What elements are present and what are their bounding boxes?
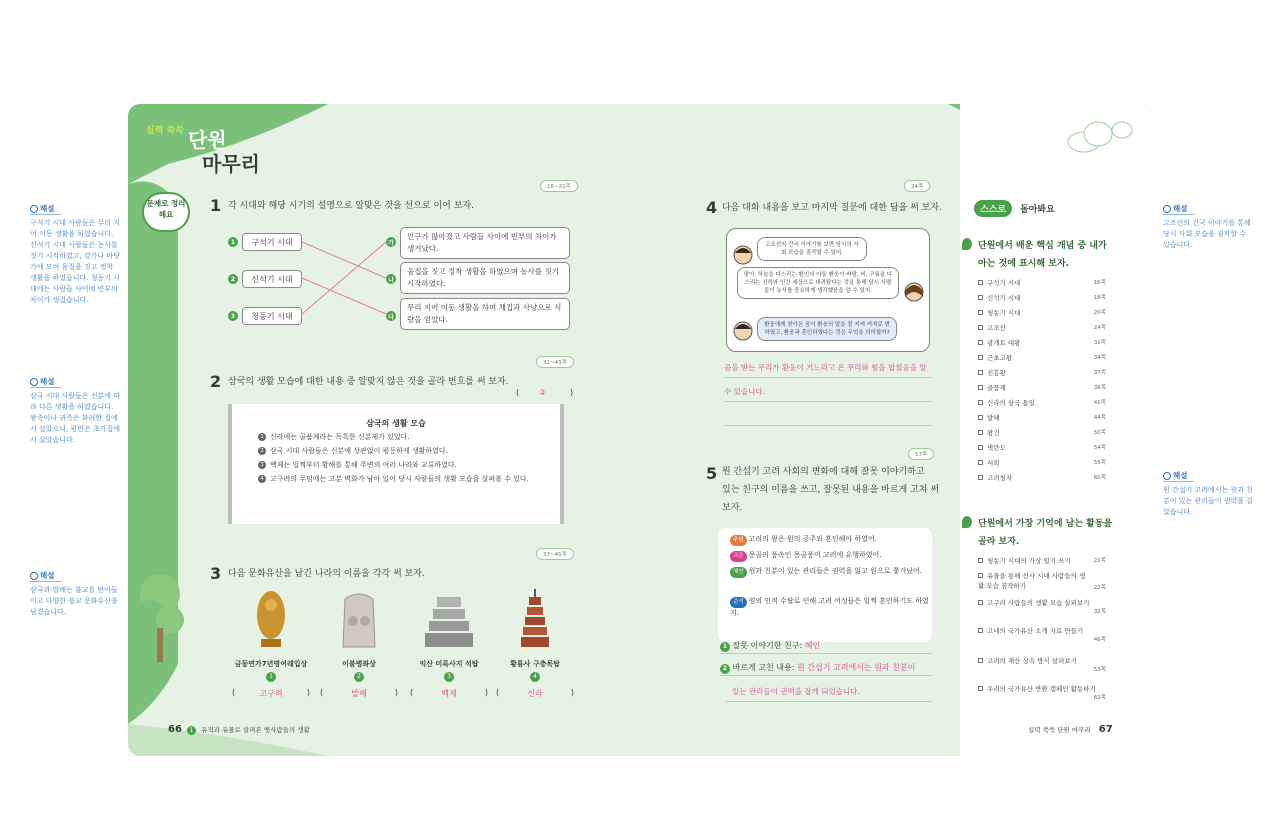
side-note-1: 해설 구석기 시대 사람들은 무리 지어 이동 생활을 하였습니다. 신석기 시대 사람들은 농사를 짓기 시작하였고, 강가나 바닷가에 모여 움집을 짓고 정착 생활을 하였습니다. 청동기 시대에는 사람들 사이에 빈부의 차이가 생겼습니다.: [30, 204, 121, 304]
era-box: 신석기 시대: [242, 270, 302, 288]
activity-item[interactable]: 고대의 국가유산 소개 자료 만들기 46쪽: [978, 626, 1106, 643]
heritage-item: 이불병좌상 2 ( 발해 ): [314, 589, 404, 699]
magnifier-icon: [30, 378, 38, 386]
q4-chat-box: [726, 228, 930, 352]
q3-page-badge: 33~45쪽: [536, 548, 574, 560]
checkbox-icon: [978, 340, 983, 345]
concept-item[interactable]: 서희 55쪽: [978, 458, 1106, 467]
q5-page-badge: 57쪽: [908, 448, 934, 460]
q2-answer: ②: [539, 388, 547, 397]
q1-text: 각 시대와 해당 시기의 설명으로 알맞은 것을 선으로 이어 보자.: [228, 201, 474, 211]
q4-text: 다음 대화 내용을 보고 마지막 질문에 대한 답을 써 보자.: [722, 203, 942, 213]
leaf-icon: [962, 238, 972, 250]
footer-left: 66 1 유적과 유물로 살펴본 옛사람들의 생활: [168, 724, 310, 735]
book-spread: [128, 104, 1152, 756]
heritage-item: 황룡사 구층목탑 4 ( 신라 ): [490, 589, 580, 699]
chat-bubble: 환웅에게 찾아온 곰이 환웅의 말을 잘 지켜 여자로 변하였고, 환웅과 혼인하였다는 것은 무엇을 의미할까?: [757, 317, 897, 341]
side-note-4: 해설 고조선의 건국 이야기를 통해 당시 사회 모습을 짐작할 수 있습니다.: [1163, 203, 1255, 251]
side-note-2: 해설 삼국 시대 사람들은 신분에 따라 다른 생활을 하였습니다. 왕족이나 귀족은 화려한 집에서 살았으나, 평민은 초가집에서 살았습니다.: [30, 377, 121, 444]
statement-row: 혜인 원과 친분이 있는 관리들은 권력을 잃고 원으로 쫓겨났어.: [730, 566, 930, 578]
concept-item[interactable]: 신석기 시대 18쪽: [978, 293, 1106, 302]
scroll-item: 1 신라에는 골품제라는 독특한 신분제가 있었다.: [258, 432, 538, 443]
checkbox-icon: [978, 600, 983, 605]
q4-page-badge: 24쪽: [904, 180, 930, 192]
checkbox-icon: [978, 385, 983, 390]
era-number: 2: [228, 274, 238, 284]
concept-item[interactable]: 왕건 50쪽: [978, 428, 1106, 437]
q2-text: 삼국의 생활 모습에 대한 내용 중 알맞지 않은 것을 골라 번호를 써 보자.: [228, 377, 509, 387]
desc-letter: 나: [386, 274, 396, 284]
activity-item[interactable]: 유물을 통해 선사 시대 사람들의 생활 모습 짐작하기 22쪽: [978, 572, 1106, 591]
concept-item[interactable]: 고려청자 60쪽: [978, 473, 1106, 482]
q2-number: 2: [210, 372, 222, 391]
q4-answer-line-2: 수 있습니다.: [724, 386, 932, 402]
activity-item[interactable]: 우리의 국가유산 반환 캠페인 활동하기 62쪽: [978, 684, 1106, 701]
student-avatar-icon: [903, 281, 925, 303]
checkbox-icon: [978, 445, 983, 450]
logo-big-1: 단원: [188, 128, 227, 152]
scroll-item: 4 고구려의 무덤에는 고분 벽화가 남아 있어 당시 사람들의 생활 모습을 살펴볼 수 있다.: [258, 474, 538, 485]
q1-page-badge: 16~21쪽: [540, 180, 578, 192]
desc-letter: 다: [386, 311, 396, 321]
concept-item[interactable]: 골품제 38쪽: [978, 383, 1106, 392]
q5-card: [718, 528, 932, 642]
q2-scroll-box: [228, 404, 564, 524]
era-box: 구석기 시대: [242, 233, 302, 251]
q4-answer-line-3: [724, 410, 932, 426]
chat-bubble: 맞아. 하늘을 다스리는 환인의 아들 환웅이 바람, 비, 구름을 다스리는 신하와 인간 세상으로 내려왔다는 것을 통해 당시 사람들이 농사를 중요하게 생각했음을 알 수 있지.: [737, 267, 899, 299]
tab-summary: 문제로 정리해요: [142, 192, 190, 232]
checkbox-icon: [978, 430, 983, 435]
magnifier-icon: [1163, 472, 1171, 480]
q1-number: 1: [210, 196, 222, 215]
side-note-text: 고조선의 건국 이야기를 통해 당시 사회 모습을 짐작할 수 있습니다.: [1163, 219, 1251, 249]
statement-row: 주원 고려의 왕은 원의 공주와 혼인해야 하였어.: [730, 534, 930, 546]
checkbox-icon: [978, 558, 983, 563]
matching-lines: [302, 224, 392, 324]
concept-item[interactable]: 진흥왕 37쪽: [978, 368, 1106, 377]
side-note-text: 원 간섭기 고려에서는 원과 친분이 있는 관리들이 권력을 잡았습니다.: [1163, 486, 1254, 516]
q5-answer-1: 1 잘못 이야기한 친구: 혜인: [720, 640, 932, 654]
self-heading-2-l1: 단원에서 가장 기억에 남는 활동을: [978, 519, 1113, 529]
q4-number: 4: [706, 198, 718, 217]
activity-item[interactable]: 고려의 재산 상속 방식 살펴보기 53쪽: [978, 656, 1106, 673]
statement-row: 준석 원의 인적 수탈로 인해 고려 여성들은 일찍 혼인하기도 하였지.: [730, 597, 929, 617]
self-title: 돌아봐요: [1020, 205, 1055, 215]
student-avatar-icon: [733, 245, 753, 265]
side-note-text: 삼국과 발해는 불교를 받아들이고 다양한 불교 문화유산을 남겼습니다.: [30, 586, 118, 616]
checkbox-icon: [978, 686, 983, 691]
checkbox-icon: [978, 475, 983, 480]
concept-item[interactable]: 광개토 대왕 31쪽: [978, 338, 1106, 347]
logo-big-2: 마무리: [202, 152, 260, 176]
cloud-icon: [1064, 116, 1144, 156]
logo-small: 실력 쑥쑥: [146, 126, 184, 136]
concept-item[interactable]: 고조선 24쪽: [978, 323, 1106, 332]
q2-answer-paren-right: ): [570, 388, 574, 397]
magnifier-icon: [30, 572, 38, 580]
concept-item[interactable]: 구석기 시대 16쪽: [978, 278, 1106, 287]
checkbox-icon: [978, 415, 983, 420]
checkbox-icon: [978, 280, 983, 285]
q5-text-l1: 원 간섭기 고려 사회의 변화에 대해 잘못 이야기하고: [722, 467, 925, 477]
scroll-title: 삼국의 생활 모습: [366, 419, 426, 428]
heritage-item: 금동연가7년명여래입상 1 ( 고구려 ): [226, 589, 316, 699]
checkbox-icon: [978, 460, 983, 465]
checkbox-icon: [978, 370, 983, 375]
self-heading-2-l2: 골라 보자.: [978, 537, 1020, 547]
concept-item[interactable]: 근초고왕 34쪽: [978, 353, 1106, 362]
desc-letter: 가: [386, 237, 396, 247]
self-heading-1-l1: 단원에서 배운 핵심 개념 중 내가: [978, 241, 1107, 251]
checkbox-icon: [978, 295, 983, 300]
scroll-item: 2 삼국 시대 사람들은 신분에 상관없이 평등하게 생활하였다.: [258, 446, 538, 457]
concept-item[interactable]: 벽란도 54쪽: [978, 443, 1106, 452]
era-box: 청동기 시대: [242, 307, 302, 325]
activity-item[interactable]: 청동기 시대의 가상 일기 쓰기 21쪽: [978, 556, 1106, 565]
side-note-5: 해설 원 간섭기 고려에서는 원과 친분이 있는 관리들이 권력을 잡았습니다.: [1163, 471, 1254, 516]
magnifier-icon: [30, 205, 38, 213]
magnifier-icon: [1163, 205, 1171, 213]
concept-item[interactable]: 발해 44쪽: [978, 413, 1106, 422]
footer-right: 실력 쑥쑥 단원 마무리 67: [1028, 724, 1113, 735]
stele-statue-icon: [337, 589, 381, 649]
concept-item[interactable]: 청동기 시대 20쪽: [978, 308, 1106, 317]
side-note-text: 구석기 시대 사람들은 무리 지어 이동 생활을 하였습니다. 신석기 시대 사람들은 농사를 짓기 시작하였고, 강가나 바닷가에 모여 움집을 짓고 정착 생활을 하였습니다. 청동기 시대에는 사람들 사이에 빈부의 차이가 생겼습니다.: [30, 219, 121, 304]
q5-number: 5: [706, 464, 718, 483]
stone-pagoda-icon: [417, 589, 481, 649]
q5-answer-2-cont: 있는 관리들이 권력을 잡게 되었습니다.: [726, 686, 932, 702]
leaf-icon: [962, 516, 972, 528]
checkbox-icon: [978, 573, 983, 578]
desc-box: 무리 지어 이동 생활을 하며 채집과 사냥으로 식량을 얻었다.: [400, 298, 570, 330]
desc-box: 움집을 짓고 정착 생활을 하였으며 농사를 짓기 시작하였다.: [400, 262, 570, 294]
concept-item[interactable]: 신라의 삼국 통일 41쪽: [978, 398, 1106, 407]
scroll-item: 3 백제는 일찍부터 황해를 통해 주변의 여러 나라와 교류하였다.: [258, 460, 538, 471]
activity-item[interactable]: 고구려 사람들의 생활 모습 살펴보기 32쪽: [978, 598, 1106, 615]
statement-row: 교은 몽골의 풍속인 몽골풍이 고려에 유행하였어.: [730, 550, 930, 562]
checkbox-icon: [978, 400, 983, 405]
q5-text-l3: 보자.: [722, 503, 743, 513]
era-number: 1: [228, 237, 238, 247]
q3-text: 다음 문화유산을 남긴 나라의 이름을 각각 써 보자.: [228, 569, 425, 579]
heritage-item: 익산 미륵사지 석탑 3 ( 백제 ): [404, 589, 494, 699]
self-badge: 스스로: [974, 200, 1012, 217]
student-avatar-icon: [733, 321, 753, 341]
buddha-statue-icon: [249, 589, 293, 649]
q4-answer-line-1: 곰을 받는 무리가 환웅이 거느리고 온 무리와 힘을 합쳤음을 알: [724, 362, 932, 378]
checkbox-icon: [978, 325, 983, 330]
q2-page-badge: 32~43쪽: [536, 356, 574, 368]
tree-icon: [132, 564, 188, 664]
era-number: 3: [228, 311, 238, 321]
q3-number: 3: [210, 564, 222, 583]
side-note-3: 해설 삼국과 발해는 불교를 받아들이고 다양한 불교 문화유산을 남겼습니다.: [30, 570, 122, 618]
side-note-text: 삼국 시대 사람들은 신분에 따라 다른 생활을 하였습니다. 왕족이나 귀족은 화려한 집에서 살았으나, 평민은 초가집에서 살았습니다.: [30, 392, 121, 444]
q5-text-l2: 있는 친구의 이름을 쓰고, 잘못된 내용을 바르게 고쳐 써: [722, 485, 940, 495]
checkbox-icon: [978, 355, 983, 360]
chat-bubble: 고조선의 건국 이야기를 보면 당시의 사회 모습을 짐작할 수 있어.: [757, 237, 867, 261]
q2-answer-paren-left: (: [516, 388, 520, 397]
checkbox-icon: [978, 658, 983, 663]
checkbox-icon: [978, 628, 983, 633]
wooden-pagoda-icon: [513, 589, 557, 649]
checkbox-icon: [978, 310, 983, 315]
q5-answer-2: 2 바르게 고친 내용: 원 간섭기 고려에서는 원과 친분이: [720, 662, 932, 676]
self-heading-1-l2: 아는 것에 표시해 보자.: [978, 259, 1070, 269]
desc-box: 인구가 많아졌고 사람들 사이에 빈부의 차이가 생겨났다.: [400, 227, 570, 259]
